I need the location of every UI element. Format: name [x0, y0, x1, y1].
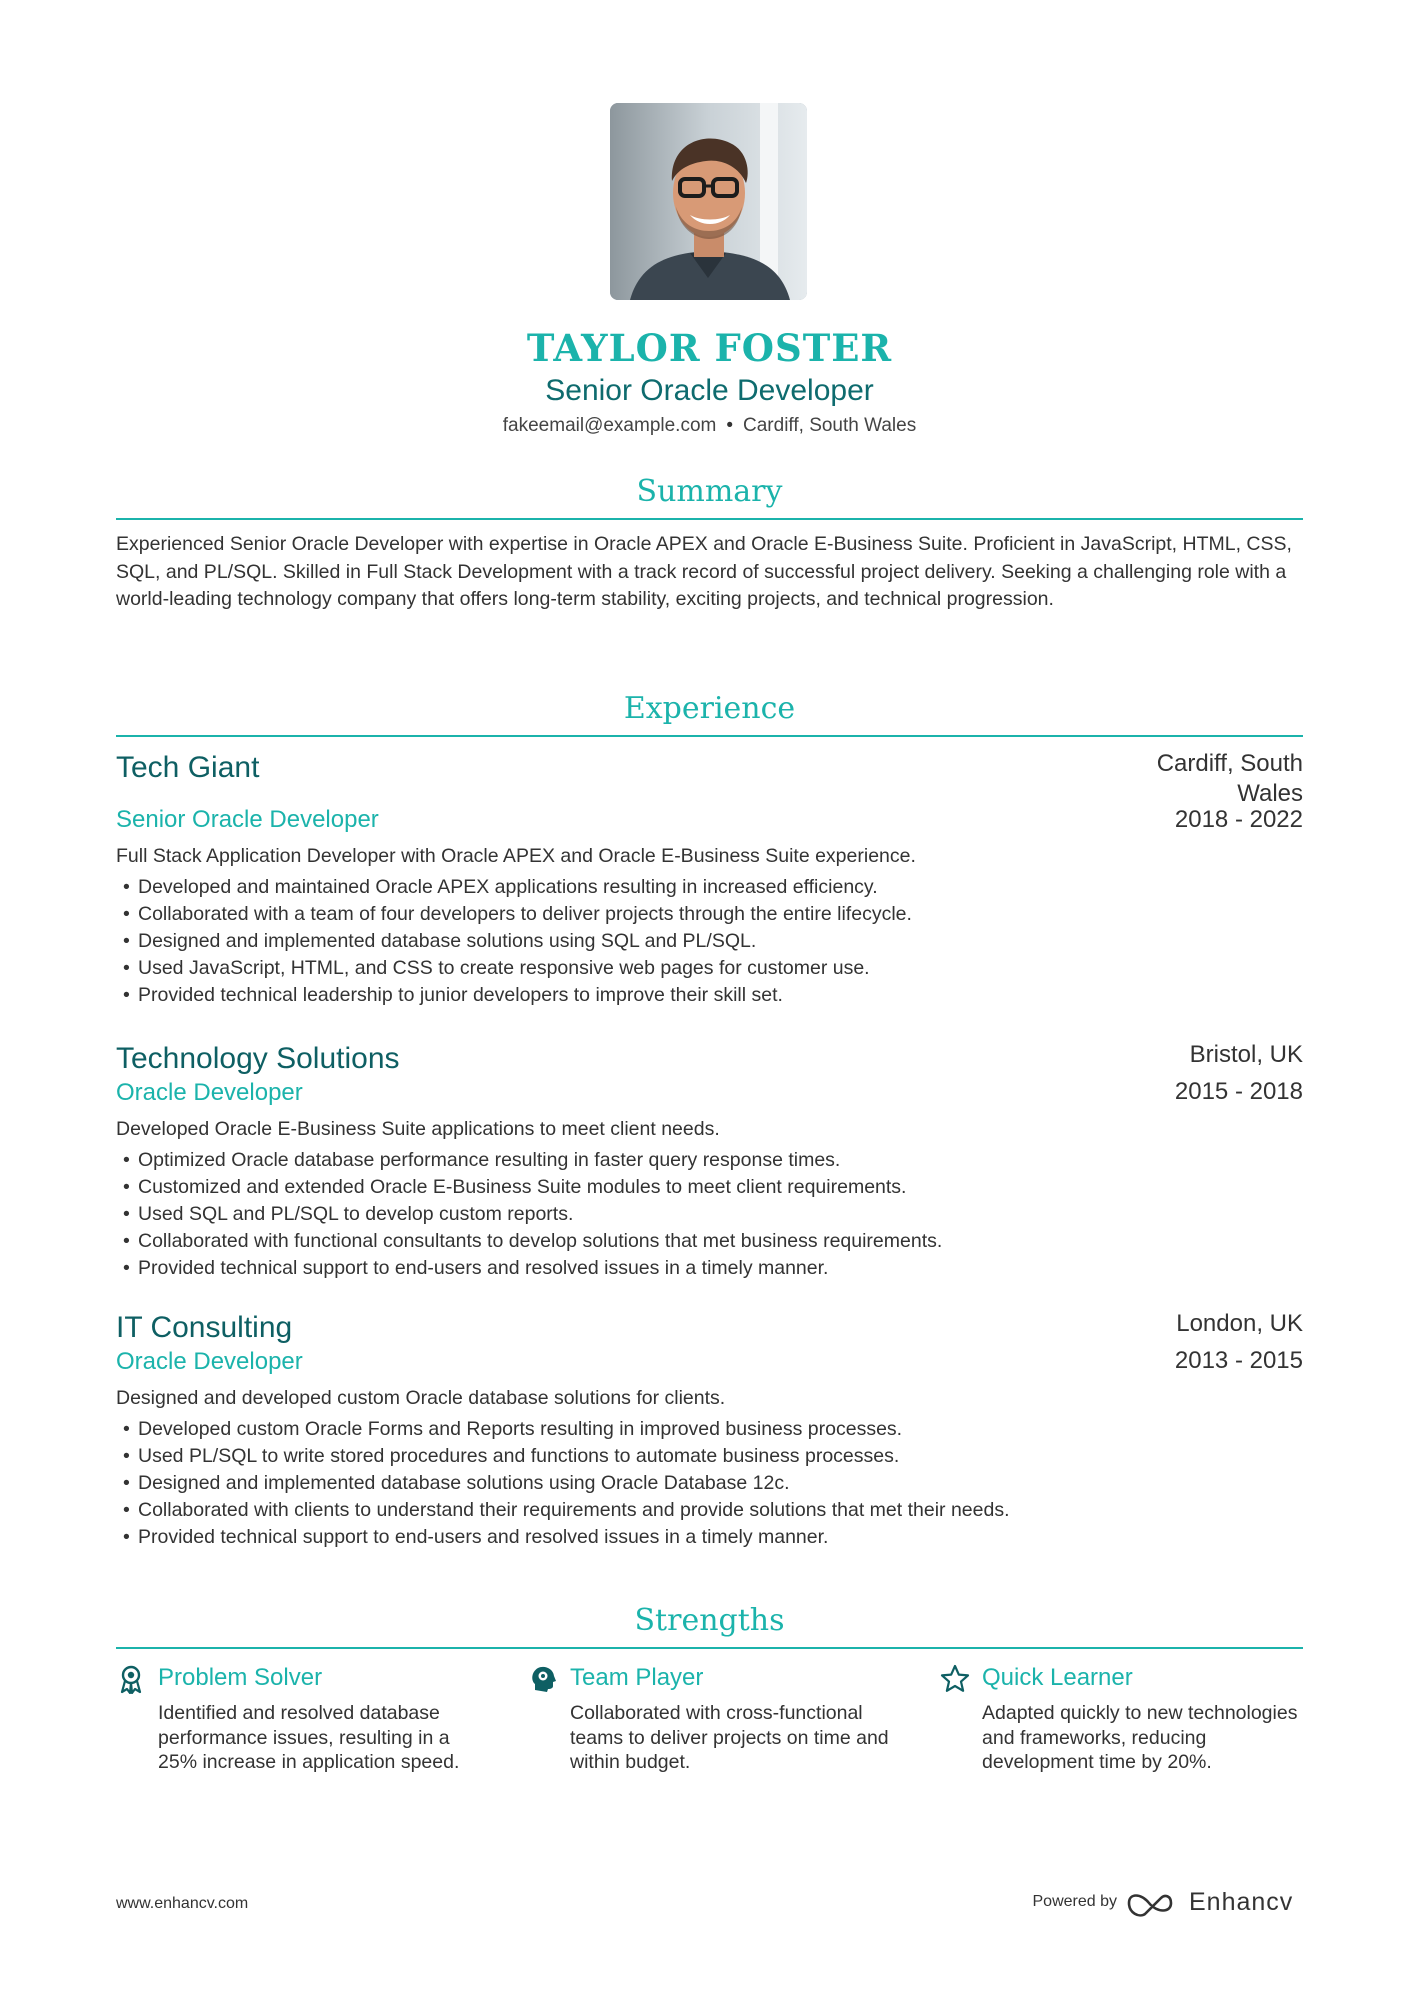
job-bullet: • Used JavaScript, HTML, and CSS to create responsive web pages for customer use.	[116, 955, 1303, 982]
job-entry	[116, 749, 1303, 1009]
strength-description: Identified and resolved database performance issues, resulting in a 25% increase in application speed.	[158, 1702, 460, 1773]
job-bullet: • Designed and implemented database solutions using Oracle Database 12c.	[116, 1470, 1303, 1497]
job-bullet: • Developed and maintained Oracle APEX applications resulting in increased efficiency.	[116, 874, 1303, 901]
experience-divider	[116, 735, 1303, 737]
job-title: Senior Oracle Developer	[116, 806, 379, 833]
job-bullet: • Collaborated with functional consultants to develop solutions that met business requirements.	[116, 1228, 1303, 1255]
brand-logo[interactable]	[1125, 1884, 1293, 1924]
bullet-icon: •	[123, 876, 130, 898]
job-entry	[116, 1309, 1303, 1551]
profile-photo-illustration	[610, 103, 807, 300]
bullet-icon: •	[123, 930, 130, 952]
bullet-icon: •	[123, 903, 130, 925]
job-description: Full Stack Application Developer with Oracle APEX and Oracle E-Business Suite experience.	[116, 845, 916, 867]
bullet-icon: •	[123, 957, 130, 979]
job-bullet: • Provided technical support to end-users and resolved issues in a timely manner.	[116, 1524, 1303, 1551]
strength-title: Team Player	[570, 1664, 704, 1691]
bullet-icon: •	[123, 1499, 130, 1521]
summary-heading: Summary	[636, 474, 783, 509]
job-description: Developed Oracle E-Business Suite applications to meet client needs.	[116, 1118, 720, 1140]
job-description: Designed and developed custom Oracle database solutions for clients.	[116, 1387, 726, 1409]
bullet-icon: •	[123, 1203, 130, 1225]
bullet-icon: •	[123, 1230, 130, 1252]
job-company: Technology Solutions	[116, 1042, 400, 1075]
contact-location: Cardiff, South Wales	[743, 415, 917, 436]
job-bullet: • Used SQL and PL/SQL to develop custom reports.	[116, 1201, 1303, 1228]
job-bullets	[116, 1416, 1303, 1551]
bullet-icon: •	[123, 1257, 130, 1279]
award-ribbon-icon	[116, 1664, 146, 1694]
bullet-icon: •	[123, 1149, 130, 1171]
job-bullet: • Collaborated with clients to understand their requirements and provide solutions that met their needs.	[116, 1497, 1303, 1524]
experience-heading: Experience	[623, 691, 796, 726]
bullet-icon: •	[123, 1445, 130, 1467]
job-title: Oracle Developer	[116, 1348, 303, 1375]
job-dates: 2018 - 2022	[1174, 806, 1303, 833]
job-bullet: • Developed custom Oracle Forms and Reports resulting in improved business processes.	[116, 1416, 1303, 1443]
job-bullet: • Provided technical support to end-users and resolved issues in a timely manner.	[116, 1255, 1303, 1282]
strengths-divider	[116, 1647, 1303, 1649]
job-company: Tech Giant	[116, 751, 260, 784]
head-gear-icon	[528, 1664, 558, 1694]
resume-header	[116, 325, 1303, 439]
brand-name: Enhancv	[1189, 1888, 1294, 1916]
summary-text: Experienced Senior Oracle Developer with expertise in Oracle APEX and Oracle E-Business Suite. Proficient in JavaScript, HTML, CSS, SQL, and PL/SQL. Skilled in Full Stack Development with a track record of successful project delivery. Seeking a challenging role with a world-leading technology company that offers long-term stability, exciting projects, and technical progression.	[116, 533, 1292, 610]
job-bullet: • Optimized Oracle database performance resulting in faster query response times.	[116, 1147, 1303, 1174]
job-location: Cardiff, South Wales	[1156, 750, 1303, 807]
bullet-icon: •	[123, 984, 130, 1006]
job-dates: 2013 - 2015	[1174, 1347, 1303, 1374]
resume-page	[116, 0, 1303, 1995]
profile-photo	[610, 103, 807, 300]
bullet-icon: •	[123, 1418, 130, 1440]
job-location: London, UK	[1176, 1310, 1303, 1337]
strength-description: Collaborated with cross-functional teams to deliver projects on time and within budget.	[570, 1702, 889, 1773]
job-bullet: • Provided technical leadership to junior developers to improve their skill set.	[116, 982, 1303, 1009]
contact-line	[116, 413, 1303, 439]
job-entry	[116, 1040, 1303, 1282]
job-bullets	[116, 1147, 1303, 1282]
bullet-icon: •	[123, 1176, 130, 1198]
candidate-role: Senior Oracle Developer	[545, 374, 874, 407]
strengths-heading: Strengths	[634, 1603, 785, 1638]
job-bullet: • Collaborated with a team of four developers to deliver projects through the entire lifecycle.	[116, 901, 1303, 928]
job-bullet: • Designed and implemented database solutions using SQL and PL/SQL.	[116, 928, 1303, 955]
powered-by-label: Powered by	[1032, 1893, 1117, 1910]
bullet-icon: •	[123, 1472, 130, 1494]
summary-divider	[116, 518, 1303, 520]
job-company: IT Consulting	[116, 1311, 293, 1344]
job-dates: 2015 - 2018	[1174, 1078, 1303, 1105]
candidate-name: TAYLOR FOSTER	[526, 326, 893, 370]
job-title: Oracle Developer	[116, 1079, 303, 1106]
strength-description: Adapted quickly to new technologies and frameworks, reducing development time by 20%.	[982, 1702, 1298, 1773]
job-bullets	[116, 874, 1303, 1009]
enhancv-logo-icon	[1125, 1886, 1177, 1920]
strength-title: Problem Solver	[158, 1664, 323, 1691]
contact-separator: •	[726, 415, 734, 436]
job-bullet: • Customized and extended Oracle E-Business Suite modules to meet client requirements.	[116, 1174, 1303, 1201]
bullet-icon: •	[123, 1526, 130, 1548]
strength-title: Quick Learner	[982, 1664, 1133, 1691]
job-location: Bristol, UK	[1189, 1041, 1303, 1068]
star-icon	[940, 1664, 970, 1694]
job-bullet: • Used PL/SQL to write stored procedures and functions to automate business processes.	[116, 1443, 1303, 1470]
contact-email[interactable]: fakeemail@example.com	[502, 415, 717, 436]
footer-url[interactable]: www.enhancv.com	[116, 1895, 249, 1912]
